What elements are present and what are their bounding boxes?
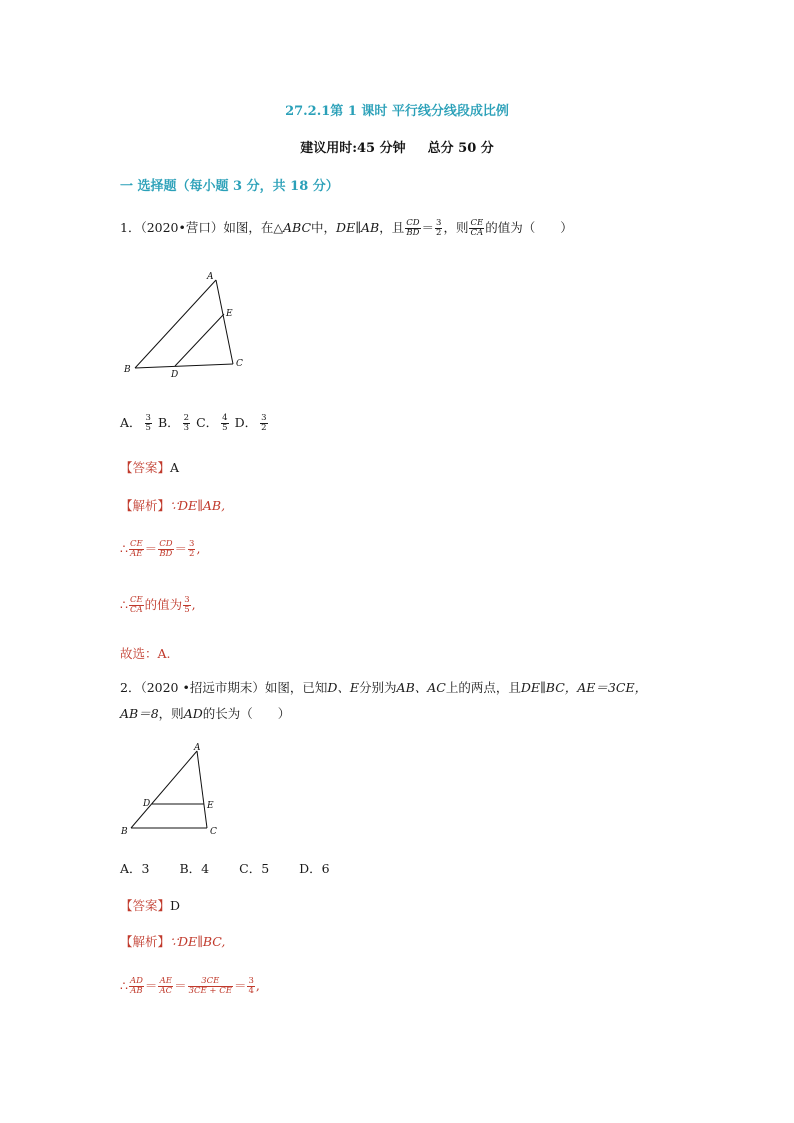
q2-ab-length: AB＝8	[120, 706, 159, 721]
q1-options	[120, 412, 680, 434]
option-label: A．	[120, 415, 142, 430]
analysis-label: 【解析】	[120, 498, 171, 513]
therefore-symbol: ∴	[120, 597, 128, 612]
comma: ,	[196, 541, 201, 556]
q2-text-4: ，则	[158, 706, 184, 721]
q1-text-4: ，则	[443, 220, 469, 235]
fraction-cd-bd	[158, 540, 173, 559]
fraction-ad-ab	[129, 977, 144, 996]
fraction-numerator: 3	[248, 976, 254, 986]
fraction-denominator: AE	[130, 549, 143, 559]
fraction-denominator: AC	[159, 986, 173, 996]
analysis-text: ∵DE∥AB,	[170, 498, 226, 513]
vertex-label-b: B	[124, 365, 131, 375]
q1-triangle: ABC	[283, 220, 312, 235]
total-score: 总分 50 分	[427, 141, 494, 156]
page-title: 27.2.1第 1 课时 平行线分线段成比例	[285, 104, 509, 119]
option-label: B．	[157, 415, 180, 430]
fraction-denominator: 3	[183, 423, 190, 433]
option-b[interactable]: B．4	[179, 861, 210, 876]
fraction-numerator: CE	[129, 595, 143, 605]
q1-answer	[120, 457, 680, 479]
fraction-numerator: AE	[159, 976, 172, 986]
fraction-denominator: AB	[130, 986, 143, 996]
fraction-numerator: 4	[222, 413, 228, 423]
q1-fraction-cd-bd	[405, 219, 420, 238]
question-2-stem-line-1	[120, 677, 680, 699]
fraction-denominator: 4	[248, 986, 254, 996]
exam-info	[0, 137, 794, 156]
vertex-label-d: D	[171, 370, 179, 380]
fraction-denominator: BD	[159, 549, 173, 559]
option-b[interactable]	[157, 413, 194, 433]
fraction-3-5	[183, 596, 190, 615]
q1-analysis-line-1	[120, 495, 680, 517]
equals-sign: ＝	[421, 220, 435, 235]
fraction-numerator: 2	[183, 413, 190, 423]
vertex-label-b: B	[121, 827, 128, 837]
option-d[interactable]	[234, 413, 272, 433]
section-heading: 一 选择题（每小题 3 分，共 18 分）	[120, 179, 339, 194]
fraction-numerator: 3	[189, 539, 195, 549]
therefore-symbol: ∴	[120, 978, 128, 993]
vertex-label-c: C	[236, 359, 243, 369]
q2-options	[120, 858, 680, 880]
vertex-label-a: A	[194, 743, 201, 753]
fraction-numerator: 3CE	[188, 977, 233, 987]
vertex-label-d: D	[143, 799, 151, 809]
fraction-numerator: AD	[129, 976, 143, 986]
equals-sign: ＝	[233, 978, 247, 993]
q2-ad: AD	[183, 706, 203, 721]
q2-analysis-line-2	[120, 975, 680, 997]
fraction-denominator: BD	[406, 228, 420, 238]
option-a[interactable]	[120, 413, 156, 433]
q1-text: 1．（2020•营口）如图，在△	[120, 220, 284, 235]
option-fraction	[221, 414, 230, 433]
q1-text-5: 的值为（ ）	[485, 220, 573, 235]
fraction-denominator: 5	[222, 423, 228, 433]
q1-parallel: DE∥AB	[336, 220, 380, 235]
q2-points: D、E	[327, 680, 360, 695]
equals-sign: ＝	[174, 541, 188, 556]
option-fraction	[260, 414, 269, 433]
q2-text-2: 分别为	[359, 680, 397, 695]
equals-sign: ＝	[144, 978, 158, 993]
option-fraction	[145, 414, 154, 433]
q2-answer	[120, 895, 680, 917]
option-c[interactable]: C．5	[239, 861, 270, 876]
q1-analysis-line-3	[120, 594, 680, 616]
fraction-denominator: 2	[436, 228, 442, 238]
fraction-numerator: 3	[145, 413, 151, 423]
time-limit: 建议用时:45 分钟	[300, 141, 406, 156]
question-2-stem-line-2	[120, 703, 680, 725]
analysis-text: ∵DE∥BC,	[170, 934, 226, 949]
q2-analysis-line-1	[120, 931, 680, 953]
fraction-numerator: CE	[470, 218, 484, 228]
q2-conditions: DE∥BC，AE＝3CE，	[520, 680, 648, 695]
fraction-ce-ae	[129, 540, 144, 559]
vertex-label-e: E	[226, 309, 233, 319]
q1-text-2: 中，	[311, 220, 337, 235]
vertex-label-c: C	[210, 827, 217, 837]
q1-fraction-3-2	[435, 219, 442, 238]
option-a[interactable]: A．3	[120, 861, 150, 876]
answer-label: 【答案】	[120, 898, 171, 913]
fraction-numerator: CE	[129, 539, 143, 549]
fraction-denominator: 2	[261, 423, 267, 433]
option-label: C．	[196, 415, 219, 430]
equals-sign: ＝	[174, 978, 187, 993]
fraction-numerator: CD	[159, 539, 173, 549]
fraction-numerator: 3	[184, 595, 190, 605]
fraction-3-2	[188, 540, 195, 559]
fraction-denominator: 5	[184, 605, 190, 615]
option-c[interactable]	[196, 413, 233, 433]
analysis-text: 的值为	[144, 597, 183, 612]
equals-sign: ＝	[144, 541, 158, 556]
fraction-ce-ca	[129, 596, 144, 615]
analysis-label: 【解析】	[120, 934, 171, 949]
therefore-symbol: ∴	[120, 541, 128, 556]
vertex-label-e: E	[207, 801, 214, 811]
q1-conclusion: 故选：A.	[120, 646, 171, 661]
fraction-denominator: 5	[145, 423, 151, 433]
fraction-denominator: 3CE + CE	[188, 986, 232, 996]
q2-segments: AB、AC	[396, 680, 446, 695]
q1-triangle-figure	[118, 268, 253, 380]
option-fraction	[183, 414, 192, 433]
q1-analysis-line-2	[120, 538, 680, 560]
answer-value: D	[170, 898, 181, 913]
answer-label: 【答案】	[120, 460, 171, 475]
fraction-ae-ac	[158, 977, 173, 996]
answer-value: A	[170, 460, 180, 475]
vertex-label-a: A	[207, 272, 214, 282]
q1-fraction-ce-ca	[469, 219, 484, 238]
option-d[interactable]: D．6	[299, 861, 330, 876]
q2-triangle-figure	[118, 742, 228, 838]
fraction-numerator: CD	[406, 218, 420, 228]
fraction-numerator: 3	[436, 218, 442, 228]
fraction-denominator: CA	[129, 605, 143, 615]
fraction-3ce-4ce	[188, 977, 233, 996]
q2-text-3: 上的两点，且	[445, 680, 521, 695]
q2-text-5: 的长为（ ）	[202, 706, 291, 721]
fraction-denominator: CA	[470, 228, 484, 238]
option-label: D．	[234, 415, 258, 430]
q1-text-3: ，且	[379, 220, 405, 235]
comma: ,	[255, 978, 260, 993]
fraction-numerator: 3	[261, 413, 267, 423]
comma: ,	[191, 597, 196, 612]
fraction-denominator: 2	[189, 549, 195, 559]
question-1-stem	[120, 217, 680, 239]
q2-text: 2．（2020 •招远市期末）如图，已知	[120, 680, 328, 695]
fraction-3-4	[247, 977, 254, 996]
